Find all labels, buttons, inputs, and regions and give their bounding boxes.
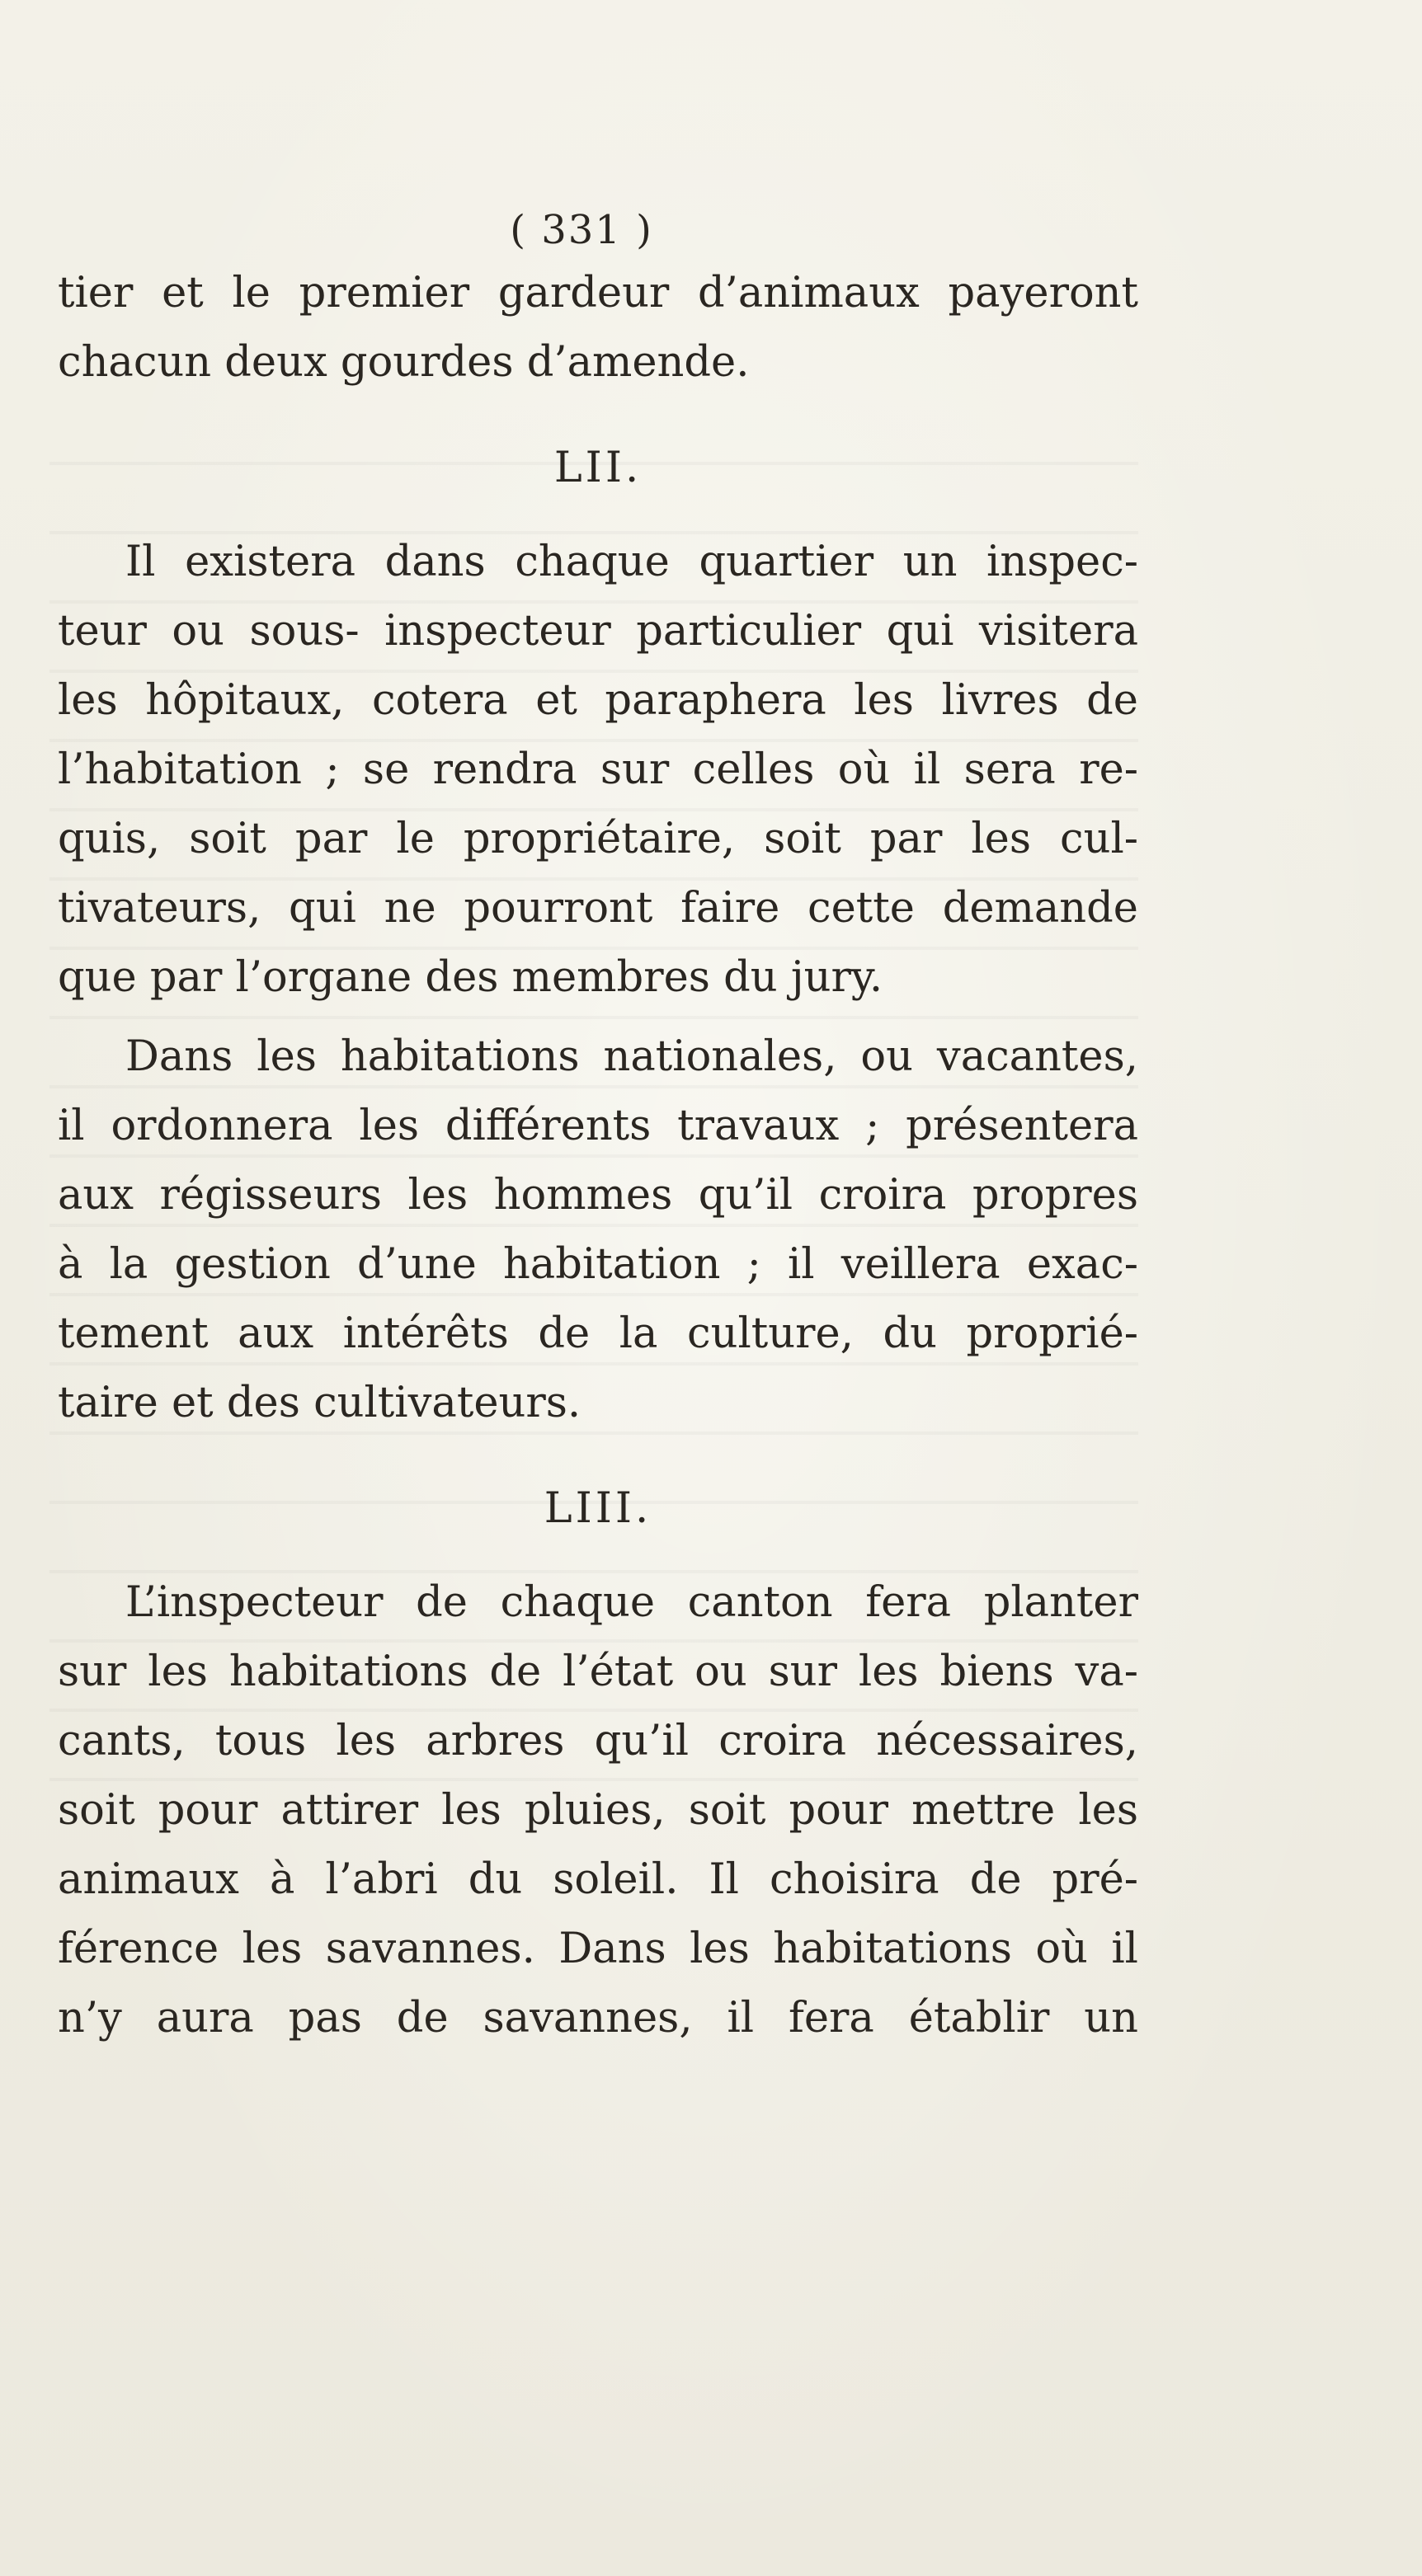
article-heading: LII. xyxy=(553,444,643,492)
page-number: ( 331 ) xyxy=(510,207,653,253)
text-line: tivateurs, qui ne pourront faire cette demande xyxy=(58,884,1138,933)
text-line: à la gestion d’une habitation ; il veillera exac- xyxy=(58,1240,1138,1289)
text-line: il ordonnera les différents travaux ; présentera xyxy=(58,1102,1138,1150)
text-line: L’inspecteur de chaque canton fera planter xyxy=(125,1578,1138,1627)
article-52-paragraph-1 xyxy=(58,528,1138,1013)
page-text xyxy=(58,201,1138,2053)
text-line: animaux à l’abri du soleil. Il choisira de pré- xyxy=(58,1855,1138,1904)
text-line: les hôpitaux, cotera et paraphera les livres de xyxy=(58,676,1138,725)
text-line: n’y aura pas de savannes, il fera établir un xyxy=(58,1994,1138,2042)
text-line: Il existera dans chaque quartier un inspec- xyxy=(125,538,1138,586)
text-line: cants, tous les arbres qu’il croira nécessaires, xyxy=(58,1717,1138,1765)
text-line: tier et le premier gardeur d’animaux payeront xyxy=(58,269,1138,317)
text-line: l’habitation ; se rendra sur celles où il sera re- xyxy=(58,745,1138,794)
text-line: aux régisseurs les hommes qu’il croira propres xyxy=(58,1171,1138,1220)
text-line: teur ou sous- inspecteur particulier qui visitera xyxy=(58,607,1138,656)
article-heading: LIII. xyxy=(544,1484,652,1533)
text-line: taire et des cultivateurs. xyxy=(58,1379,582,1427)
text-line: Dans les habitations nationales, ou vacantes, xyxy=(125,1032,1138,1081)
text-line: sur les habitations de l’état ou sur les biens va- xyxy=(58,1648,1138,1696)
continuation-paragraph xyxy=(58,259,1138,397)
text-line: tement aux intérêts de la culture, du proprié- xyxy=(58,1309,1138,1358)
text-line: chacun deux gourdes d’amende. xyxy=(58,338,750,387)
article-53-paragraph-1 xyxy=(58,1568,1138,2053)
text-line: férence les savannes. Dans les habitations où il xyxy=(58,1925,1138,1973)
text-line: que par l’organe des membres du jury. xyxy=(58,953,883,1002)
article-52-paragraph-2 xyxy=(58,1022,1138,1438)
text-line: soit pour attirer les pluies, soit pour mettre les xyxy=(58,1786,1138,1835)
text-line: quis, soit par le propriétaire, soit par les cul- xyxy=(58,815,1138,863)
